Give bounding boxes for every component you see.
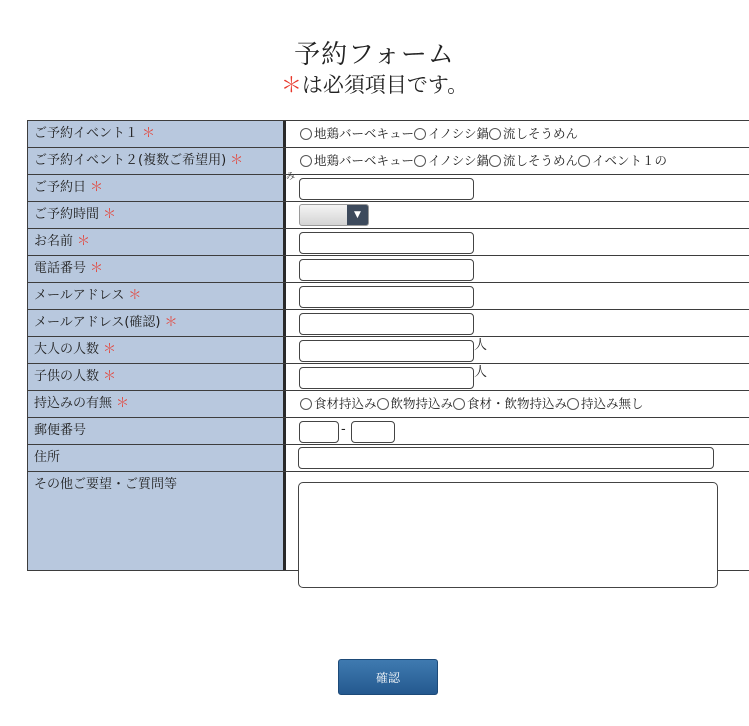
form-row-email-confirm [27,310,749,337]
radio-option[interactable] [414,155,426,167]
radio-label: 流しそうめん [502,153,578,168]
required-mark: ＊ [103,207,117,222]
radio-option[interactable] [300,155,312,167]
field-label: その他ご要望・ご質問等 [27,472,283,570]
reservation-time-select[interactable] [299,204,369,226]
confirm-button[interactable]: 確認 [338,659,438,695]
field-label: ご予約時間 ＊ [27,202,283,228]
radio-label: イベント１の [591,153,667,168]
unit-label: 人 [474,338,488,353]
postal-separator: - [341,422,346,437]
field-label: 電話番号 ＊ [27,256,283,282]
event2-checkbox-group [300,148,667,174]
required-note-text: は必須項目です。 [301,73,469,97]
form-row-adults [27,337,749,364]
field-label: ご予約日 ＊ [27,175,283,201]
required-mark: ＊ [103,342,117,357]
radio-option[interactable] [578,155,590,167]
name-input[interactable] [299,232,474,254]
required-mark: ＊ [77,234,91,249]
required-mark: ＊ [90,261,104,276]
page-title: 予約フォーム [294,40,455,70]
child-count-input[interactable] [299,367,474,389]
required-mark: ＊ [280,73,302,97]
phone-input[interactable] [299,259,474,281]
form-row-children [27,364,749,391]
reservation-form [27,120,749,571]
form-row-event2 [27,148,749,175]
address-input[interactable] [298,447,714,469]
radio-option[interactable] [453,398,465,410]
radio-option[interactable] [489,155,501,167]
radio-option[interactable] [300,128,312,140]
radio-label: 食材持込み [314,396,377,411]
radio-label: 地鶏バーベキュー [314,126,415,141]
required-note [0,72,749,98]
form-row-bring-in [27,391,749,418]
postal-code-first-input[interactable] [299,421,339,443]
form-row-postal [27,418,749,445]
form-row-date [27,172,749,202]
radio-option[interactable] [300,398,312,410]
field-label: ご予約イベント１ ＊ [27,121,283,147]
form-row-event1 [27,120,749,148]
required-mark: ＊ [90,180,104,195]
adult-count-input[interactable] [299,340,474,362]
unit-label: 人 [474,365,488,380]
field-label: 住所 [27,445,283,471]
required-mark: ＊ [142,126,156,141]
radio-option[interactable] [377,398,389,410]
event1-radio-group [300,121,578,147]
form-row-address [27,445,749,472]
field-label: 持込みの有無 ＊ [27,391,283,417]
field-label: メールアドレス ＊ [27,283,283,309]
radio-label: 飲物持込み [390,396,454,411]
radio-label: 食材・飲物持込み [467,396,568,411]
reservation-date-input[interactable] [299,178,474,200]
radio-option[interactable] [567,398,579,410]
other-requests-textarea[interactable] [298,482,718,588]
radio-label: イノシシ鍋 [428,126,489,141]
form-row-name [27,229,749,256]
email-input[interactable] [299,286,474,308]
field-label: 大人の人数 ＊ [27,337,283,363]
email-confirm-input[interactable] [299,313,474,335]
bring-in-radio-group [300,391,644,417]
field-label: 子供の人数 ＊ [27,364,283,390]
field-label: 郵便番号 [27,418,283,444]
field-label: ご予約イベント２(複数ご希望用) ＊ [27,148,283,174]
form-row-email [27,283,749,310]
radio-option[interactable] [489,128,501,140]
form-row-time [27,202,749,229]
required-mark: ＊ [164,315,178,330]
postal-code-second-input[interactable] [351,421,395,443]
chevron-down-icon: ▼ [347,205,368,225]
radio-label: 持込み無し [581,396,644,411]
radio-option[interactable] [414,128,426,140]
required-mark: ＊ [116,396,130,411]
required-mark: ＊ [103,369,117,384]
form-row-phone [27,256,749,283]
required-mark: ＊ [230,153,244,168]
form-row-other [27,472,749,571]
field-label: メールアドレス(確認) ＊ [27,310,283,336]
radio-label: 地鶏バーベキュー [314,153,415,168]
radio-label: 流しそうめん [502,126,578,141]
required-mark: ＊ [128,288,142,303]
field-label: お名前 ＊ [27,229,283,255]
overflow-text: み [286,172,296,182]
radio-label: イノシシ鍋 [428,153,489,168]
